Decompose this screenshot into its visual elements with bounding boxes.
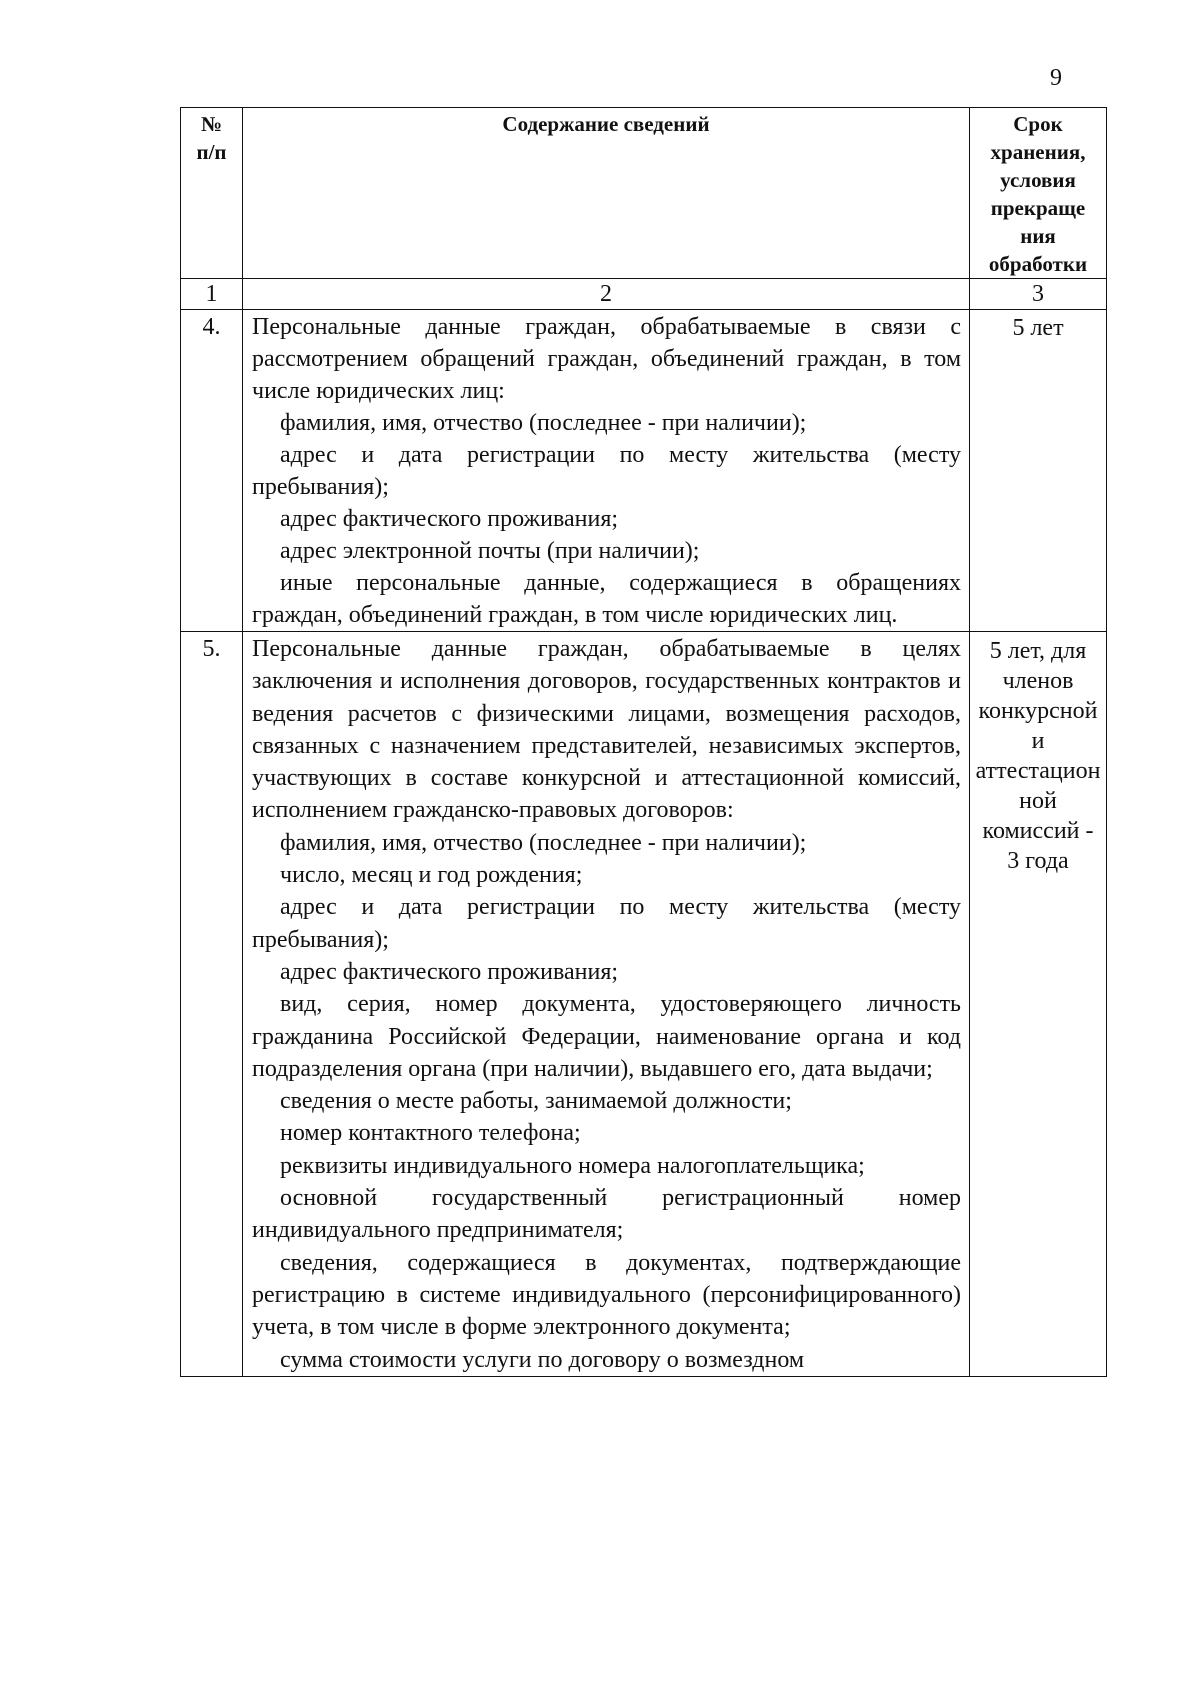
row-paragraph: иные персональные данные, содержащиеся в обращениях граждан, объединений граждан, в том числе юридических лиц. bbox=[252, 570, 961, 628]
row-term: 5 лет bbox=[970, 310, 1107, 632]
row-content bbox=[243, 632, 970, 1377]
row-number: 4. bbox=[181, 310, 243, 632]
row-number: 5. bbox=[181, 632, 243, 1377]
row-paragraph: адрес электронной почты (при наличии); bbox=[280, 538, 700, 564]
row-paragraph: номер контактного телефона; bbox=[280, 1120, 581, 1147]
row-paragraph: Персональные данные граждан, обрабатываемые в связи с рассмотрением обращений граждан, объединений граждан, в том числе юридических лиц: bbox=[252, 314, 961, 404]
row-paragraph: реквизиты индивидуального номера налогоплательщика; bbox=[280, 1152, 865, 1179]
row-paragraph: адрес фактического проживания; bbox=[280, 506, 619, 532]
table-row bbox=[181, 310, 1107, 632]
row-paragraph: Персональные данные граждан, обрабатываемые в целях заключения и исполнения договоров, государственных контрактов и ведения расчетов с физическими лицами, возмещения расходов, связанных с назначением представителей, независимых экспертов, участвующих в составе конкурсной и аттестационной комиссий, исполнением гражданско-правовых договоров: bbox=[252, 636, 961, 824]
row-paragraph: основной государственный регистрационный номер индивидуального предпринимателя; bbox=[252, 1185, 961, 1244]
header-term: Срок хранения, условия прекраще ния обработки bbox=[970, 108, 1107, 279]
header-content: Содержание сведений bbox=[243, 108, 970, 279]
row-paragraph: адрес фактического проживания; bbox=[280, 958, 619, 985]
row-paragraph: фамилия, имя, отчество (последнее - при наличии); bbox=[280, 410, 807, 436]
row-paragraph: сведения, содержащиеся в документах, подтверждающие регистрацию в системе индивидуального (персонифицированного) учета, в том числе в форме электронного документа; bbox=[252, 1249, 961, 1341]
row-paragraph: фамилия, имя, отчество (последнее - при наличии); bbox=[280, 829, 807, 856]
table-row bbox=[181, 632, 1107, 1377]
row-paragraph: вид, серия, номер документа, удостоверяющего личность гражданина Российской Федерации, наименование органа и код подразделения органа (при наличии), выдавшего его, дата выдачи; bbox=[252, 991, 961, 1082]
row-paragraph: сумма стоимости услуги по договору о возмездном bbox=[280, 1346, 805, 1373]
row-content bbox=[243, 310, 970, 632]
row-paragraph: адрес и дата регистрации по месту жительства (месту пребывания); bbox=[252, 894, 961, 953]
row-paragraph: адрес и дата регистрации по месту жительства (месту пребывания); bbox=[252, 442, 961, 500]
column-number: 1 bbox=[181, 279, 243, 310]
row-term: 5 лет, для членов конкурсной и аттестацион ной комиссий - 3 года bbox=[970, 632, 1107, 1377]
data-table bbox=[180, 107, 1107, 1377]
header-number: № п/п bbox=[181, 108, 243, 279]
row-paragraph: сведения о месте работы, занимаемой должности; bbox=[280, 1088, 792, 1115]
column-number: 2 bbox=[243, 279, 970, 310]
column-number-row bbox=[181, 279, 1107, 310]
table-header-row bbox=[181, 108, 1107, 279]
column-number: 3 bbox=[970, 279, 1107, 310]
page-number: 9 bbox=[1050, 65, 1062, 91]
row-paragraph: число, месяц и год рождения; bbox=[280, 862, 583, 889]
